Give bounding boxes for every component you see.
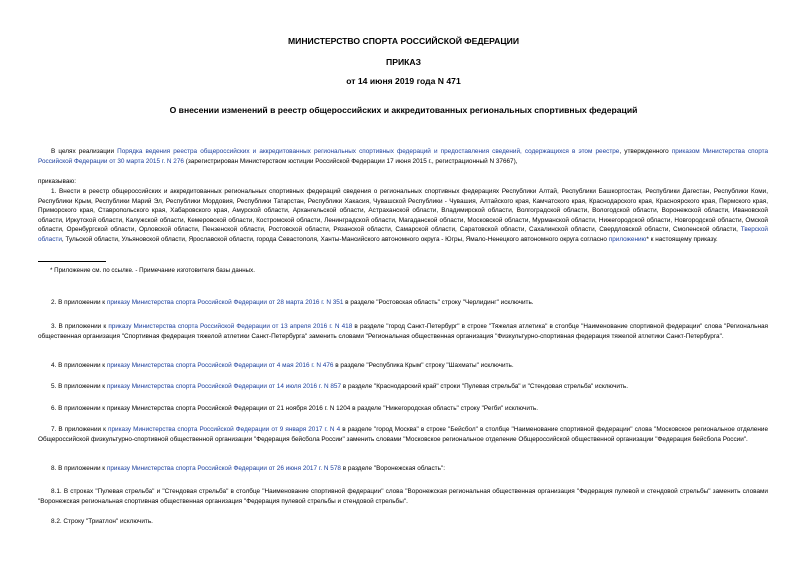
doc-type-heading: ПРИКАЗ xyxy=(386,57,421,67)
order-857-link[interactable]: приказу Министерства спорта Российской Федерации от 14 июля 2016 г. N 857 xyxy=(106,383,342,390)
item-7-text: 7. В приложении к xyxy=(51,426,109,433)
item-3-text: 3. В приложении к xyxy=(51,323,109,330)
item-1 xyxy=(38,187,768,244)
date-number-heading: от 14 июня 2019 года N 471 xyxy=(346,76,461,86)
item-5-text: в разделе "Краснодарский край" строки "Пулевая стрельба" и "Стендовая стрельба" исключить. xyxy=(341,383,629,390)
item-1-text: * к настоящему приказу. xyxy=(646,235,718,243)
item-5 xyxy=(38,382,768,392)
item-8-2: 8.2. Строку "Триатлон" исключить. xyxy=(51,518,153,525)
item-8-1: 8.1. В строках "Пулевая стрельба" и "Стендовая стрельба" в столбце "Наименование спортивной федерации" слова "Воронежская региональная общественная организация "Федерация пулевой и стендовой стрельбы" заменить словами "Воронежская региональная спортивная общественная организация "Федерация пулевой стрельбы и стендовой стрельбы". xyxy=(38,488,768,505)
item-7 xyxy=(38,425,768,444)
item-3-text: в разделе "город Санкт-Петербург" в строке "Тяжелая атлетика" в столбце "Наименование спортивной федерации" слова "Региональная общественная организация "Спортивная федерация тяжелой атлетики Санкт-Петербурга" заменить словами "Региональная общественная организация "Физкультурно-спортивная федерация тяжелой атлетики Санкт-Петербурга". xyxy=(38,323,768,340)
order-418-link[interactable]: приказу Министерства спорта Российской Федерации от 13 апреля 2016 г. N 418 xyxy=(108,323,353,330)
appendix-link[interactable]: приложению xyxy=(608,235,647,243)
item-1-text: 1. Внести в реестр общероссийских и аккредитованных региональных спортивных федераций сведения о региональных спортивных федерациях Республики Алтай, Республики Башкортостан, Республики Дагестан, Республики Коми, Республики Крым, Республики Марий Эл, Республики Мордовия, Республики Татарстан, Республики Хакасия, Чувашской Республики - Чувашия, Алтайского края, Камчатского края, Краснодарского края, Красноярского края, Пермского края, Приморского края, Ставропольского края, Хабаровского края, Амурской области, Архангельской области, Астраханской области, Владимирской области, Волгоградской области, Вологодской области, Воронежской области, Ивановской области, Иркутской области, Калужской области, Кемеровской области, Костромской области, Ленинградской области, Магаданской области, Московской области, Мурманской области, Нижегородской области, Новгородской области, Омской области, Оренбургской области, Орловской области, Пензенской области, Ростовской области, Рязанской области, Самарской области, Саратовской области, Сахалинской области, Свердловской области, Смоленской области, xyxy=(38,188,768,233)
order-word: приказываю: xyxy=(38,178,76,185)
item-4-text: 4. В приложении к xyxy=(51,362,107,369)
intro-text: В целях реализации xyxy=(51,148,118,155)
order-351-link[interactable]: приказу Министерства спорта Российской Федерации от 28 марта 2016 г. N 351 xyxy=(106,299,344,306)
document-title: О внесении изменений в реестр общероссийских и аккредитованных региональных спортивных федераций xyxy=(169,105,638,115)
order-276-link[interactable]: приказом Министерства спорта Российской Федерации от 30 марта 2015 г. N 276 xyxy=(38,148,769,165)
item-7-text: в разделе "город Москва" в строке "Бейсбол" в столбце "Наименование спортивной федерации" слова "Московское региональное отделение Общероссийской физкультурно-спортивной общественной организации "Федерация бейсбола России" заменить словами "Московское региональное отделение Общероссийской общественной организации "Федерация бейсбола России". xyxy=(38,426,768,443)
ministry-heading: МИНИСТЕРСТВО СПОРТА РОССИЙСКОЙ ФЕДЕРАЦИИ xyxy=(287,36,519,46)
order-4-link[interactable]: приказу Министерства спорта Российской Федерации от 9 января 2017 г. N 4 xyxy=(108,426,341,433)
intro-text: , утвержденного xyxy=(619,148,672,155)
item-1-text: , Тульской области, Ульяновской области, Ярославской области, города Севастополя, Ханты-Мансийского автономного округа - Югры, Ямало-Ненецкого автономного округа согласно xyxy=(61,235,609,243)
item-5-text: 5. В приложении к xyxy=(51,383,107,390)
item-4 xyxy=(38,361,768,371)
item-6: 6. В приложении к приказу Министерства спорта Российской Федерации от 21 ноября 2016 г. N 1204 в разделе "Нижегородская область" строку "Регби" исключить. xyxy=(51,405,538,412)
item-2 xyxy=(38,298,768,308)
item-8-text: 8. В приложении к xyxy=(51,465,107,472)
intro-paragraph xyxy=(38,147,768,166)
item-8 xyxy=(38,464,768,474)
item-2-text: в разделе "Ростовская область" строку "Черлидинг" исключить. xyxy=(343,299,534,306)
intro-text: (зарегистрирован Министерством юстиции Российской Федерации 17 июня 2015 г., регистрационный N 37667), xyxy=(183,157,518,165)
item-4-text: в разделе "Республика Крым" строку "Шахматы" исключить. xyxy=(333,362,514,369)
order-578-link[interactable]: приказу Министерства спорта Российской Федерации от 26 июня 2017 г. N 578 xyxy=(106,465,341,472)
item-3 xyxy=(38,322,768,341)
footnote-divider xyxy=(38,261,106,262)
item-8-text: в разделе "Воронежская область": xyxy=(340,465,445,472)
order-476-link[interactable]: приказу Министерства спорта Российской Федерации от 4 мая 2016 г. N 476 xyxy=(106,362,334,369)
procedure-link[interactable]: Порядка ведения реестра общероссийских и аккредитованных региональных спортивных федераций и предоставления сведений, содержащихся в этом реестре xyxy=(117,148,620,155)
footnote: * Приложение см. по ссылке. - Примечание изготовителя базы данных. xyxy=(50,267,255,274)
tver-region-link[interactable]: Тверской области xyxy=(38,226,768,243)
item-2-text: 2. В приложении к xyxy=(51,299,107,306)
